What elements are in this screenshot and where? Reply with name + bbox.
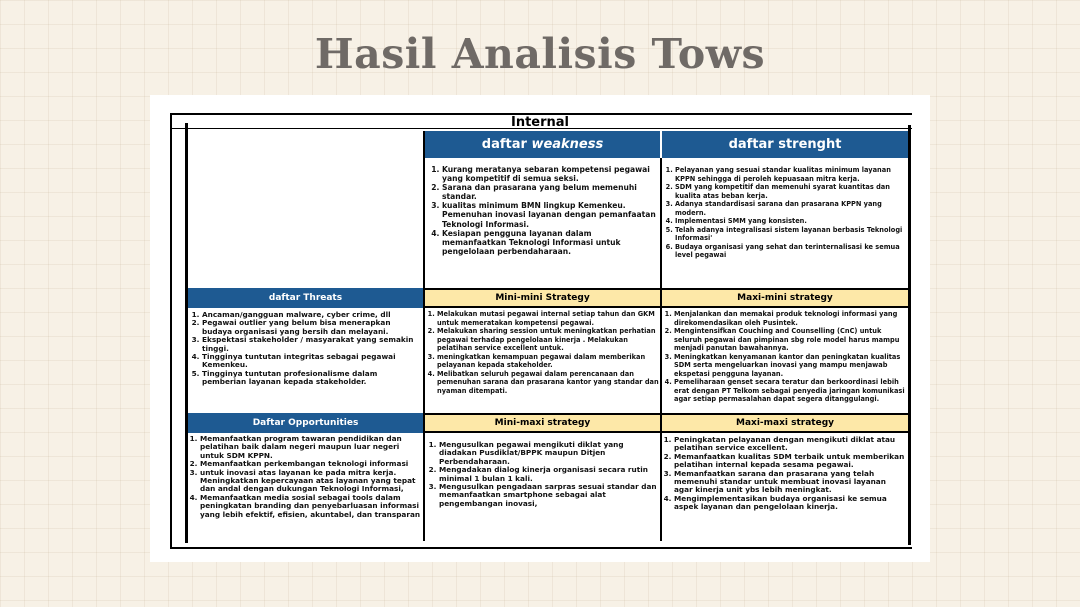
list-item: 1. Peningkatan pelayanan dengan mengikuti diklat atau pelatihan service excellent. xyxy=(674,436,907,453)
frame-line xyxy=(170,547,912,549)
list-item: 3. Memanfaatkan sarana dan prasarana yang telah memenuhi standar untuk membuat inovasi layanan agar kinerja unit ybs lebih meningkat. xyxy=(674,470,907,495)
list-item: 2. SDM yang kompetitif dan memenuhi syarat kuantitas dan kualita atas beban kerja. xyxy=(675,183,907,200)
internal-label: Internal xyxy=(510,115,570,130)
list-item: 2. Memanfaatkan perkembangan teknologi informasi xyxy=(200,460,422,468)
frame-line xyxy=(170,113,172,549)
list-item: 1. Pelayanan yang sesuai standar kualitas minimum layanan KPPN sehingga di peroleh kepuasaan mitra kerja. xyxy=(675,166,907,183)
list-item: 4. Pemeliharaan genset secara teratur dan berkoordinasi lebih erat dengan PT Telkom sebagai penyedia jaringan komunikasi agar setiap permasalahan dapat segera ditanggulangi. xyxy=(674,378,907,404)
list-item: 2. Pegawai outlier yang belum bisa menerapkan budaya organisasi yang bersih dan melayani. xyxy=(202,319,422,336)
list-item: 3. untuk inovasi atas layanan ke pada mitra kerja. Meningkatkan kepercayaan atas layanan yang tepat dan andal dengan dukungan Teknologi Informasi, xyxy=(200,469,422,494)
list-item: 1. Kurang meratanya sebaran kompetensi pegawai yang kompetitif di semua seksi. xyxy=(442,165,657,183)
opportunities-list xyxy=(190,435,422,543)
list-item: 1. Ancaman/gangguan malware, cyber crime, dll xyxy=(202,311,422,319)
list-item: 4. Mengimplementasikan budaya organisasi ke semua aspek layanan dan pengelolaan kinerja. xyxy=(674,495,907,512)
list-item: 3. Ekspektasi stakeholder / masyarakat yang semakin tinggi. xyxy=(202,336,422,353)
maximini-header: Maxi-mini strategy xyxy=(662,288,908,308)
weakness-list xyxy=(427,165,657,285)
list-item: 1. Menjalankan dan memakai produk teknologi informasi yang direkomendasikan oleh Pusintek. xyxy=(674,310,907,327)
weakness-header xyxy=(425,131,660,158)
minimini-list xyxy=(427,310,659,410)
list-item: 4. Kesiapan pengguna layanan dalam memanfaatkan Teknologi Informasi untuk pengelolaan perbendaharaan. xyxy=(442,229,657,256)
column-separator xyxy=(660,158,662,541)
list-item: 3. kualitas minimum BMN lingkup Kemenkeu. Pemenuhan inovasi layanan dengan pemanfaatan Teknologi Informasi. xyxy=(442,201,657,228)
list-item: 4. Tingginya tuntutan integritas sebagai pegawai Kemenkeu. xyxy=(202,353,422,370)
list-item: 1. Memanfaatkan program tawaran pendidikan dan pelatihan baik dalam negeri maupun luar negeri untuk SDM KPPN. xyxy=(200,435,422,460)
threats-list xyxy=(190,311,422,411)
maximini-list xyxy=(664,310,907,410)
strength-list xyxy=(664,166,907,286)
list-item: 2. Sarana dan prasarana yang belum memenuhi standar. xyxy=(442,183,657,201)
list-item: 3. Meningkatkan kenyamanan kantor dan peningkatan kualitas SDM serta mengeluarkan inovasi yang mampu menjawab ekspetasi pengguna layanan. xyxy=(674,353,907,379)
list-item: 3. Mengusulkan pengadaan sarpras sesuai standar dan memanfaatkan smartphone sebagai alat pengembangan inovasi, xyxy=(439,483,659,508)
list-item: 2. Mengadakan dialog kinerja organisasi secara rutin minimal 1 bulan 1 kali. xyxy=(439,466,659,483)
page-title: Hasil Analisis Tows xyxy=(314,30,766,78)
list-item: 1. Melakukan mutasi pegawai internal setiap tahun dan GKM untuk memeratakan kompetensi pegawai. xyxy=(437,310,659,327)
column-separator xyxy=(423,131,425,541)
list-item: 4. Memanfaatkan media sosial sebagai tools dalam peningkatan branding dan penyebarluasan informasi yang lebih efektif, efisien, akuntabel, dan transparan xyxy=(200,494,422,519)
list-item: 2. Mengintensifkan Couching and Counselling (CnC) untuk seluruh pegawai dan pimpinan sbg role model harus mampu menjadi panutan bawahannya. xyxy=(674,327,907,353)
list-item: 4. Implementasi SMM yang konsisten. xyxy=(675,217,907,226)
strength-header: daftar strenght xyxy=(662,131,908,158)
frame-line xyxy=(908,125,911,545)
minimaxi-header: Mini-maxi strategy xyxy=(425,413,660,433)
list-item: 2. Memanfaatkan kualitas SDM terbaik untuk memberikan pelatihan internal kepada sesama pegawai. xyxy=(674,453,907,470)
threats-header: daftar Threats xyxy=(188,288,423,308)
maximaxi-list xyxy=(664,436,907,544)
list-item: 5. Tingginya tuntutan profesionalisme dalam pemberian layanan kepada stakeholder. xyxy=(202,370,422,387)
empty-corner-cell xyxy=(188,131,423,287)
maximaxi-header: Maxi-maxi strategy xyxy=(662,413,908,433)
list-item: 3. Adanya standardisasi sarana dan prasarana KPPN yang modern. xyxy=(675,200,907,217)
list-item: 6. Budaya organisasi yang sehat dan terinternalisasi ke semua level pegawai xyxy=(675,243,907,260)
list-item: 1. Mengusulkan pegawai mengikuti diklat yang diadakan Pusdiklat/BPPK maupun Ditjen Perbendaharaan. xyxy=(439,441,659,466)
list-item: 5. Telah adanya integralisasi sistem layanan berbasis Teknologi Informasi' xyxy=(675,226,907,243)
opportunities-header: Daftar Opportunities xyxy=(188,413,423,433)
list-item: 3. meningkatkan kemampuan pegawai dalam memberikan pelayanan kepada stakeholder. xyxy=(437,353,659,370)
tows-matrix xyxy=(150,95,930,562)
minimini-header: Mini-mini Strategy xyxy=(425,288,660,308)
list-item: 4. Melibatkan seluruh pegawai dalam perencanaan dan pemenuhan sarana dan prasarana kantor yang standar dan nyaman ditempati. xyxy=(437,370,659,396)
list-item: 2. Melakukan sharing session untuk meningkatkan perhatian pegawai terhadap pengelolaan kinerja . Melakukan pelatihan service excellent untuk. xyxy=(437,327,659,353)
weakness-header-prefix: daftar xyxy=(481,137,532,152)
weakness-header-emph: weakness xyxy=(531,137,604,152)
minimaxi-list xyxy=(427,441,659,541)
